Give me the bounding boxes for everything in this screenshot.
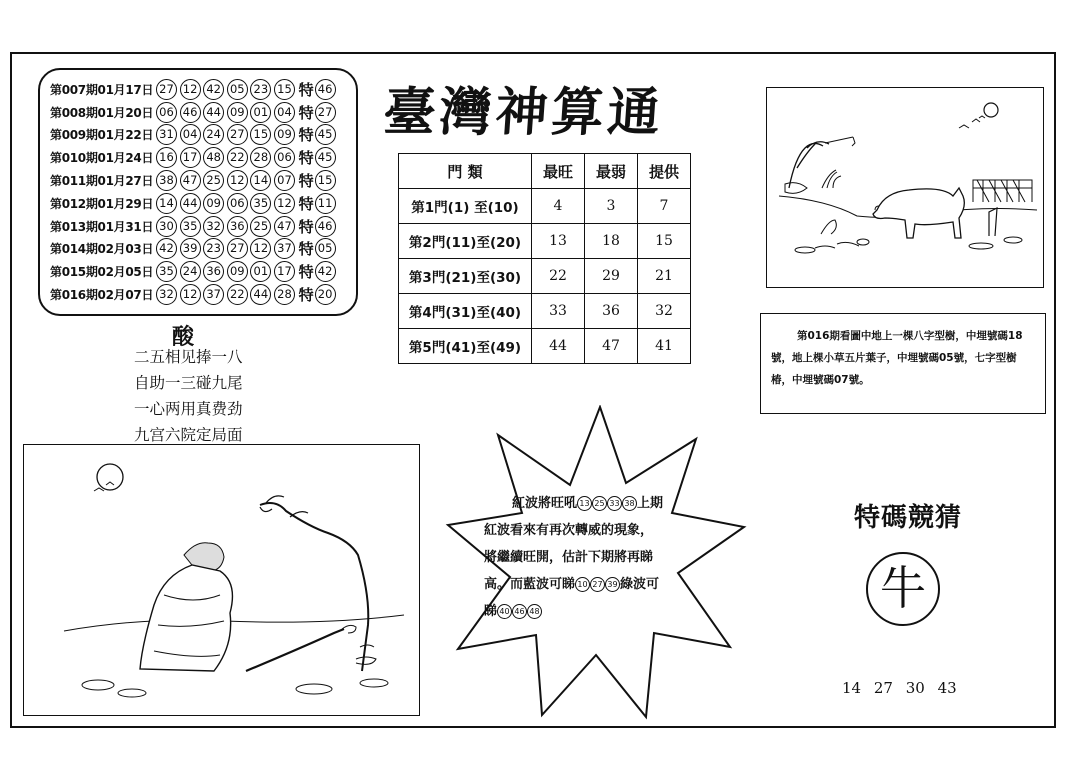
star-text-segment: 高。而藍波可睇 — [484, 577, 576, 592]
number-ball: 27 — [227, 238, 248, 259]
number-ball: 15 — [250, 124, 271, 145]
special-mark: 特 — [298, 240, 314, 259]
star-line-5 — [484, 598, 710, 625]
star-text-segment: 上期 — [637, 496, 664, 511]
number-ball: 44 — [250, 284, 271, 305]
special-number-ball: 45 — [315, 124, 336, 145]
history-date-label: 第015期02月05日 — [50, 265, 154, 280]
number-ball: 38 — [156, 170, 177, 191]
pig-scene-illustration — [767, 88, 1042, 286]
table-cell: 21 — [638, 259, 691, 294]
history-date-label: 第013期01月31日 — [50, 219, 154, 234]
poem-line: 自助一三碰九尾 — [134, 374, 243, 392]
history-date-label: 第011期01月27日 — [50, 174, 154, 189]
table-cell: 22 — [532, 259, 585, 294]
special-mark: 特 — [298, 149, 314, 168]
history-row — [50, 238, 350, 261]
number-ball: 23 — [250, 79, 271, 100]
number-ball: 04 — [180, 124, 201, 145]
number-ball: 25 — [250, 216, 271, 237]
zodiac-circle: 牛 — [866, 552, 940, 626]
history-date-label: 第008期01月20日 — [50, 105, 154, 120]
number-ball: 09 — [227, 102, 248, 123]
special-mark: 特 — [298, 80, 314, 99]
number-ball: 35 — [250, 193, 271, 214]
history-row — [50, 192, 350, 215]
special-mark: 特 — [298, 172, 314, 191]
number-ball: 47 — [180, 170, 201, 191]
history-date-label: 第016期02月07日 — [50, 288, 154, 303]
ball-38: 38 — [622, 496, 637, 511]
ball-25: 25 — [592, 496, 607, 511]
poem-title: 酸 — [172, 324, 195, 350]
table-header-row — [399, 154, 691, 189]
number-ball: 44 — [180, 193, 201, 214]
number-ball: 16 — [156, 147, 177, 168]
number-ball: 31 — [156, 124, 177, 145]
table-row — [399, 189, 691, 224]
number-ball: 14 — [250, 170, 271, 191]
number-ball: 17 — [274, 261, 295, 282]
table-cell: 36 — [585, 294, 638, 329]
number-ball: 01 — [250, 261, 271, 282]
table-cell: 第3門(21)至(30) — [399, 259, 532, 294]
special-number-ball: 27 — [315, 102, 336, 123]
star-text-segment: 紅波將旺吼 — [512, 496, 578, 511]
ball-39: 39 — [605, 577, 620, 592]
number-ball: 36 — [227, 216, 248, 237]
number-ball: 42 — [156, 238, 177, 259]
star-line-4 — [484, 571, 710, 598]
table-cell: 44 — [532, 329, 585, 364]
special-number-ball: 11 — [315, 193, 336, 214]
history-row — [50, 215, 350, 238]
history-date-label: 第012期01月29日 — [50, 196, 154, 211]
number-ball: 12 — [180, 284, 201, 305]
number-ball: 28 — [250, 147, 271, 168]
number-ball: 04 — [274, 102, 295, 123]
guess-numbers: 14 27 30 43 — [842, 679, 957, 697]
number-ball: 46 — [180, 102, 201, 123]
number-ball: 06 — [274, 147, 295, 168]
number-ball: 37 — [203, 284, 224, 305]
table-cell: 第4門(31)至(40) — [399, 294, 532, 329]
number-ball: 36 — [203, 261, 224, 282]
number-ball: 09 — [227, 261, 248, 282]
star-line-3: 將繼續旺開，估計下期將再睇 — [484, 550, 654, 565]
clue-note-text: 第016期看圖中地上一棵八字型樹，中埋號碼18號，地上棵小草五片葉子，中埋號碼05號，七字型樹椿，中埋號碼07號。 — [771, 330, 1023, 386]
star-line-2: 紅波看來有再次轉威的現象， — [484, 523, 654, 538]
pig-scene-picture — [766, 87, 1044, 288]
page-title: 臺灣神算通 — [381, 82, 666, 143]
special-number-ball: 42 — [315, 261, 336, 282]
table-row — [399, 259, 691, 294]
ball-13: 13 — [577, 496, 592, 511]
number-ball: 15 — [274, 79, 295, 100]
number-ball: 12 — [227, 170, 248, 191]
special-mark: 特 — [298, 217, 314, 236]
table-cell: 33 — [532, 294, 585, 329]
number-ball: 01 — [250, 102, 271, 123]
ball-10: 10 — [575, 577, 590, 592]
number-ball: 06 — [227, 193, 248, 214]
special-number-ball: 05 — [315, 238, 336, 259]
number-ball: 30 — [156, 216, 177, 237]
special-mark: 特 — [298, 263, 314, 282]
number-ball: 24 — [203, 124, 224, 145]
number-ball: 39 — [180, 238, 201, 259]
poem-line: 一心两用真费劲 — [134, 400, 243, 418]
special-mark: 特 — [298, 126, 314, 145]
door-table — [398, 153, 691, 364]
history-date-label: 第007期01月17日 — [50, 82, 154, 97]
number-ball: 12 — [180, 79, 201, 100]
special-number-ball: 45 — [315, 147, 336, 168]
ball-40: 40 — [497, 604, 512, 619]
poem-line: 二五相见捧一八 — [134, 348, 243, 366]
history-row — [50, 124, 350, 147]
table-cell: 47 — [585, 329, 638, 364]
number-ball: 28 — [274, 284, 295, 305]
star-line-1 — [484, 490, 710, 517]
ball-33: 33 — [607, 496, 622, 511]
history-row — [50, 169, 350, 192]
special-guess-title: 特碼競猜 — [854, 503, 963, 533]
table-cell: 29 — [585, 259, 638, 294]
table-cell: 第5門(41)至(49) — [399, 329, 532, 364]
ball-46: 46 — [512, 604, 527, 619]
number-ball: 23 — [203, 238, 224, 259]
table-cell: 4 — [532, 189, 585, 224]
number-ball: 17 — [180, 147, 201, 168]
special-mark: 特 — [298, 286, 314, 305]
number-ball: 47 — [274, 216, 295, 237]
number-ball: 22 — [227, 284, 248, 305]
history-row — [50, 78, 350, 101]
history-box — [38, 68, 358, 316]
number-ball: 12 — [250, 238, 271, 259]
special-number-ball: 46 — [315, 79, 336, 100]
table-cell: 18 — [585, 224, 638, 259]
table-cell: 3 — [585, 189, 638, 224]
clue-note — [760, 313, 1046, 414]
number-ball: 06 — [156, 102, 177, 123]
number-ball: 42 — [203, 79, 224, 100]
number-ball: 27 — [227, 124, 248, 145]
history-date-label: 第009期01月22日 — [50, 128, 154, 143]
number-ball: 14 — [156, 193, 177, 214]
monk-picture — [23, 444, 420, 716]
table-cell: 41 — [638, 329, 691, 364]
number-ball: 09 — [274, 124, 295, 145]
special-number-ball: 15 — [315, 170, 336, 191]
table-cell: 13 — [532, 224, 585, 259]
table-header: 最旺 — [532, 154, 585, 189]
number-ball: 12 — [274, 193, 295, 214]
table-header: 門 類 — [399, 154, 532, 189]
monk-illustration — [24, 445, 418, 714]
number-ball: 48 — [203, 147, 224, 168]
ball-48: 48 — [527, 604, 542, 619]
number-ball: 32 — [203, 216, 224, 237]
table-cell: 32 — [638, 294, 691, 329]
table-cell: 第1門(1) 至(10) — [399, 189, 532, 224]
history-date-label: 第010期01月24日 — [50, 151, 154, 166]
table-cell: 第2門(11)至(20) — [399, 224, 532, 259]
number-ball: 24 — [180, 261, 201, 282]
special-mark: 特 — [298, 103, 314, 122]
number-ball: 37 — [274, 238, 295, 259]
poem — [134, 344, 243, 448]
history-row — [50, 283, 350, 306]
number-ball: 05 — [227, 79, 248, 100]
table-row — [399, 294, 691, 329]
history-row — [50, 146, 350, 169]
starburst-text — [484, 490, 710, 625]
table-cell: 15 — [638, 224, 691, 259]
history-row — [50, 101, 350, 124]
special-mark: 特 — [298, 194, 314, 213]
table-row — [399, 329, 691, 364]
number-ball: 07 — [274, 170, 295, 191]
number-ball: 22 — [227, 147, 248, 168]
ball-27: 27 — [590, 577, 605, 592]
table-header: 提供 — [638, 154, 691, 189]
number-ball: 27 — [156, 79, 177, 100]
special-number-ball: 46 — [315, 216, 336, 237]
history-row — [50, 260, 350, 283]
number-ball: 35 — [156, 261, 177, 282]
table-row — [399, 224, 691, 259]
special-number-ball: 20 — [315, 284, 336, 305]
number-ball: 25 — [203, 170, 224, 191]
table-header: 最弱 — [585, 154, 638, 189]
number-ball: 35 — [180, 216, 201, 237]
poem-line: 九宫六院定局面 — [134, 426, 243, 444]
table-cell: 7 — [638, 189, 691, 224]
history-date-label: 第014期02月03日 — [50, 242, 154, 257]
number-ball: 44 — [203, 102, 224, 123]
number-ball: 32 — [156, 284, 177, 305]
number-ball: 09 — [203, 193, 224, 214]
star-text-segment: 綠波可 — [620, 577, 660, 592]
star-text-segment: 睇 — [484, 604, 498, 619]
